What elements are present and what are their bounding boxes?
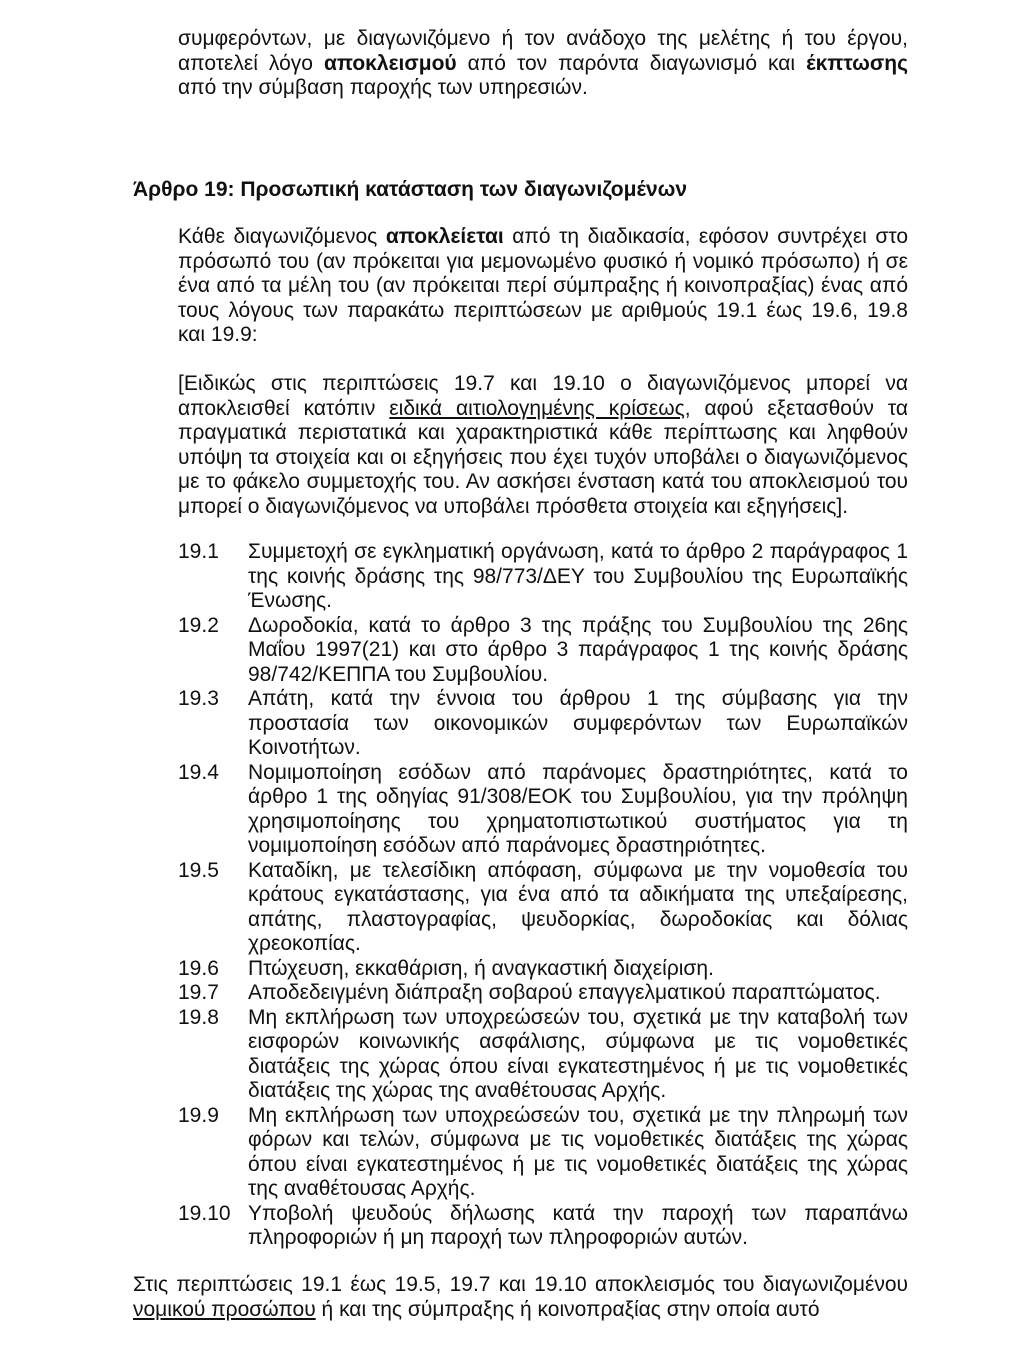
text-run: [Ειδικώς στις περιπτώσεις 19.7 και 19.10 ο διαγωνιζόμενος μπορεί να αποκλεισθεί κατόπιν bbox=[178, 372, 908, 420]
item-text: Υποβολή ψευδούς δήλωσης κατά την παροχή των παραπάνω πληροφοριών ή μη παροχή των πληροφοριών αυτών. bbox=[248, 1201, 908, 1249]
underlined-phrase: ειδικά αιτιολογημένης κρίσεως bbox=[389, 396, 685, 420]
item-text: Απάτη, κατά την έννοια του άρθρου 1 της σύμβασης για την προστασία των οικονομικών συμφερόντων των Ευρωπαϊκών Κοινοτήτων. bbox=[248, 687, 908, 759]
item-text: Μη εκπλήρωση των υποχρεώσεών του, σχετικά με την πληρωμή των φόρων και τελών, σύμφωνα με τις νομοθετικές διατάξεις της χώρας όπου είναι εγκατεστημένος ή με τις νομοθετικές διατάξεις της χώρας της αναθέτουσας Αρχής. bbox=[248, 1103, 908, 1200]
text-run: ή και της σύμπραξης ή κοινοπραξίας στην οποία αυτό bbox=[315, 1297, 820, 1321]
item-text: Συμμετοχή σε εγκληματική οργάνωση, κατά το άρθρο 2 παράγραφος 1 της κοινής δράσης της 98/773/ΔΕΥ του Συμβουλίου της Ευρωπαϊκής Ένωσης. bbox=[248, 540, 908, 612]
item-number: 19.7 bbox=[178, 981, 219, 1004]
exclusion-list bbox=[178, 540, 908, 1251]
list-item bbox=[178, 540, 908, 614]
paragraph-continuation bbox=[178, 27, 908, 101]
text-run: από την σύμβαση παροχής των υπηρεσιών. bbox=[178, 76, 588, 99]
intro-paragraph bbox=[178, 225, 908, 348]
item-text: Καταδίκη, με τελεσίδικη απόφαση, σύμφωνα με την νομοθεσία του κράτους εγκατάστασης, για ένα από τα αδικήματα της υπεξαίρεσης, απάτης, πλαστογραφίας, ψευδορκίας, δωροδοκίας και δόλιας χρεοκοπίας. bbox=[248, 858, 908, 955]
bold-term-excluded: αποκλείεται bbox=[385, 225, 504, 248]
closing-paragraph bbox=[133, 1273, 908, 1322]
item-number: 19.2 bbox=[178, 613, 219, 637]
bold-term-forfeiture: έκπτωσης bbox=[806, 51, 909, 75]
list-item bbox=[178, 1104, 908, 1202]
text-run: Κάθε διαγωνιζόμενος bbox=[178, 225, 386, 248]
item-number: 19.9 bbox=[178, 1103, 219, 1127]
text-run: συμφερόντων, με διαγωνιζόμενο ή τον ανάδοχο της μελέτης ή του έργου, αποτελεί λόγο bbox=[178, 27, 908, 75]
text-run: από τον παρόντα διαγωνισμό και bbox=[456, 51, 807, 75]
item-text: Δωροδοκία, κατά το άρθρο 3 της πράξης του Συμβουλίου της 26ης Μαΐου 1997(21) και στο άρθρο 3 παράγραφος 1 της κοινής δράσης 98/742/ΚΕΠΠΑ του Συμβουλίου. bbox=[248, 613, 908, 686]
list-item bbox=[178, 957, 908, 982]
text-run: , αφού εξετασθούν τα πραγματικά περιστατικά και χαρακτηριστικά κάθε περίπτωσης και ληφθούν υπόψη τα στοιχεία και οι εξηγήσεις που έχει τυχόν υποβάλει ο διαγωνιζόμενος με το φάκελο συμμετοχής του. Αν ασκήσει ένσταση κατά του αποκλεισμού του μπορεί ο διαγωνιζόμενος να υποβάλει πρόσθετα στοιχεία και εξηγήσεις]. bbox=[178, 396, 909, 518]
item-number: 19.1 bbox=[178, 540, 219, 563]
list-item bbox=[178, 1202, 908, 1251]
item-text: Νομιμοποίηση εσόδων από παράνομες δραστηριότητες, κατά το άρθρο 1 της οδηγίας 91/308/ΕΟΚ του Συμβουλίου, για την πρόληψη χρησιμοποίησης του χρηματοπιστωτικού συστήματος για τη νομιμοποίηση εσόδων από παράνομες δραστηριότητες. bbox=[248, 760, 908, 857]
list-item bbox=[178, 687, 908, 761]
item-number: 19.4 bbox=[178, 760, 219, 784]
item-number: 19.5 bbox=[178, 858, 219, 882]
item-number: 19.6 bbox=[178, 956, 219, 980]
text-run: από τη διαδικασία, εφόσον συντρέχει στο πρόσωπό του (αν πρόκειται για μεμονωμένο φυσικό ή νομικό πρόσωπο) ή σε ένα από τα μέλη του (αν πρόκειται περί σύμπραξης ή κοινοπραξίας) ένας από τους λόγους των παρακάτω περιπτώσεων με αριθμούς 19.1 έως 19.6, 19.8 και 19.9: bbox=[178, 225, 909, 346]
special-cases-paragraph bbox=[178, 372, 908, 519]
item-number: 19.8 bbox=[178, 1005, 219, 1029]
item-number: 19.3 bbox=[178, 687, 219, 710]
article-heading: Άρθρο 19: Προσωπική κατάσταση των διαγωνιζομένων bbox=[133, 178, 688, 201]
bold-term-exclusion: αποκλεισμού bbox=[323, 51, 457, 75]
list-item bbox=[178, 614, 908, 688]
item-text: Πτώχευση, εκκαθάριση, ή αναγκαστική διαχείριση. bbox=[248, 956, 714, 980]
list-item bbox=[178, 859, 908, 957]
underlined-phrase: νομικού προσώπου bbox=[133, 1297, 316, 1321]
list-item bbox=[178, 981, 908, 1006]
list-item bbox=[178, 761, 908, 859]
item-text: Μη εκπλήρωση των υποχρεώσεών του, σχετικά με την καταβολή των εισφορών κοινωνικής ασφάλισης, σύμφωνα με τις νομοθετικές διατάξεις της χώρας όπου είναι εγκατεστημένος ή με τις νομοθετικές διατάξεις της χώρας της αναθέτουσας Αρχής. bbox=[248, 1005, 908, 1102]
text-run: Στις περιπτώσεις 19.1 έως 19.5, 19.7 και 19.10 αποκλεισμός του διαγωνιζομένου bbox=[133, 1273, 908, 1296]
item-text: Αποδεδειγμένη διάπραξη σοβαρού επαγγελματικού παραπτώματος. bbox=[248, 981, 881, 1004]
list-item bbox=[178, 1006, 908, 1104]
item-number: 19.10 bbox=[178, 1201, 231, 1225]
